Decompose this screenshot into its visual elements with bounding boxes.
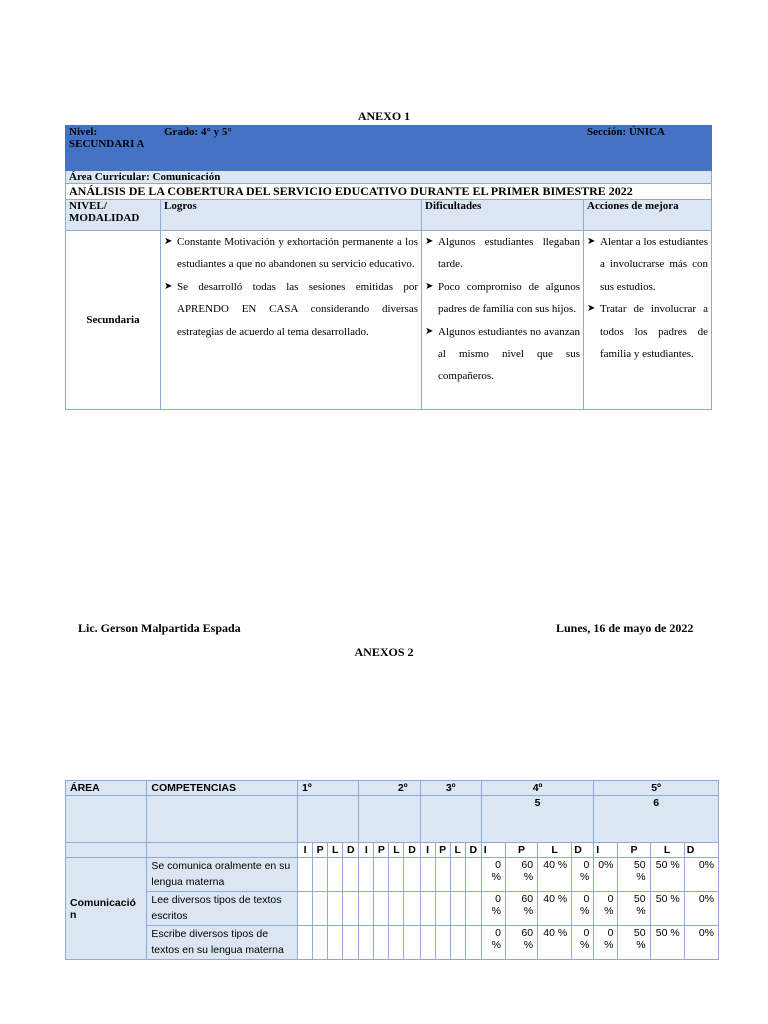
list-item: ➤ Se desarrolló todas las sesiones emitidas por APRENDO EN CASA considerando diversas estrategias de acuerdo al tema desarrollado. (164, 276, 418, 343)
pct-cell: 0 % (572, 858, 594, 892)
ipld-label: P (374, 843, 389, 858)
logros-cell (161, 231, 422, 410)
pct-cell: 50 % (650, 858, 684, 892)
acciones-cell (584, 231, 712, 410)
seccion-text: Sección: ÚNICA (587, 126, 665, 138)
analysis-title-row (66, 184, 712, 200)
pct-cell: 0 % (572, 926, 594, 960)
pct-cell: 0% (594, 858, 618, 892)
ipld-label: P (313, 843, 328, 858)
header-grade-4: 4º (481, 781, 594, 796)
pct-cell: 60 % (505, 926, 537, 960)
col-dificultades: Dificultades (422, 200, 584, 231)
nivel-secundaria: Secundaria (66, 231, 161, 410)
ipld-label: I (481, 843, 505, 858)
ipld-row (66, 843, 719, 858)
analysis-title: ANÁLISIS DE LA COBERTURA DEL SERVICIO EDUCATIVO DURANTE EL PRIMER BIMESTRE 2022 (66, 184, 712, 200)
ipld-label: L (389, 843, 404, 858)
ipld-label: I (594, 843, 618, 858)
count-grade-4: 5 (481, 796, 594, 843)
ipld-label: L (328, 843, 343, 858)
content-row (66, 231, 712, 410)
ipld-label: D (465, 843, 481, 858)
dificultades-list (425, 231, 580, 388)
grades-header-row (66, 781, 719, 796)
pct-cell: 0 % (594, 892, 618, 926)
pct-cell: 0% (684, 892, 718, 926)
empty-cell (298, 796, 359, 843)
list-item: ➤ Poco compromiso de algunos padres de familia con sus hijos. (425, 276, 580, 321)
competencia-label: Lee diversos tipos de textos escritos (147, 892, 298, 926)
coverage-analysis-table (65, 125, 712, 410)
table-row (66, 892, 719, 926)
header-grade-5: 5º (594, 781, 719, 796)
dificultades-cell (422, 231, 584, 410)
ipld-label: D (572, 843, 594, 858)
signature-date: Lunes, 16 de mayo de 2022 (556, 621, 694, 635)
header-row (66, 126, 712, 171)
empty-cell (66, 843, 147, 858)
pct-cell: 0 % (594, 926, 618, 960)
count-grade-5: 6 (594, 796, 719, 843)
pct-cell: 60 % (505, 858, 537, 892)
ipld-label: L (538, 843, 572, 858)
competencia-label: Escribe diversos tipos de textos en su lengua materna (147, 926, 298, 960)
ipld-label: D (343, 843, 359, 858)
nivel-cell (66, 126, 161, 171)
nivel-label: Nivel: (69, 126, 98, 138)
grado-text: Grado: 4° y 5° (164, 126, 232, 138)
pct-cell: 50 % (650, 926, 684, 960)
list-item: ➤ Tratar de involucrar a todos los padres de familia y estudiantes. (587, 298, 708, 365)
ipld-label: P (435, 843, 450, 858)
annex2-title: ANEXOS 2 (354, 645, 414, 659)
pct-cell: 0 % (481, 858, 505, 892)
empty-cell (66, 796, 147, 843)
pct-cell: 50 % (618, 892, 650, 926)
empty-cell (147, 796, 298, 843)
signature-name: Lic. Gerson Malpartida Espada (78, 621, 241, 635)
pct-cell: 0 % (481, 892, 505, 926)
header-area: ÁREA (66, 781, 147, 796)
pct-cell: 0 % (572, 892, 594, 926)
header-grade-3: 3º (420, 781, 481, 796)
ipld-label: P (505, 843, 537, 858)
ipld-label: I (298, 843, 313, 858)
seccion-cell (584, 126, 712, 171)
pct-cell: 40 % (538, 858, 572, 892)
list-item: ➤ Algunos estudiantes no avanzan al mismo nivel que sus compañeros. (425, 321, 580, 388)
area-curricular: Área Curricular: Comunicación (66, 171, 712, 184)
empty-cell (420, 796, 481, 843)
grado-cell (161, 126, 584, 171)
empty-cell (359, 796, 420, 843)
col-nivel: NIVEL/ MODALIDAD (66, 200, 161, 231)
pct-cell: 0 % (481, 926, 505, 960)
col-acciones: Acciones de mejora (584, 200, 712, 231)
pct-cell: 40 % (538, 892, 572, 926)
list-item: ➤ Constante Motivación y exhortación permanente a los estudiantes a que no abandonen su servicio educativo. (164, 231, 418, 276)
area-comunicacion: Comunicació n (66, 858, 147, 960)
ipld-label: D (404, 843, 420, 858)
area-curricular-row (66, 171, 712, 184)
col-logros: Logros (161, 200, 422, 231)
column-header-row (66, 200, 712, 231)
pct-cell: 50 % (650, 892, 684, 926)
pct-cell: 0% (684, 858, 718, 892)
competencies-table (65, 780, 719, 960)
ipld-label: I (420, 843, 435, 858)
header-competencias: COMPETENCIAS (147, 781, 298, 796)
logros-list (164, 231, 418, 343)
nivel-value: SECUNDARI A (69, 138, 145, 150)
table-row (66, 858, 719, 892)
pct-cell: 50 % (618, 926, 650, 960)
competencia-label: Se comunica oralmente en su lengua materna (147, 858, 298, 892)
list-item: ➤ Alentar a los estudiantes a involucrarse más con sus estudios. (587, 231, 708, 298)
ipld-label: D (684, 843, 718, 858)
empty-cell (147, 843, 298, 858)
pct-cell: 40 % (538, 926, 572, 960)
acciones-list (587, 231, 708, 365)
list-item: ➤ Algunos estudiantes llegaban tarde. (425, 231, 580, 276)
ipld-label: L (450, 843, 465, 858)
pct-cell: 60 % (505, 892, 537, 926)
annex1-title: ANEXO 1 (357, 109, 411, 123)
ipld-label: I (359, 843, 374, 858)
ipld-label: L (650, 843, 684, 858)
counts-row (66, 796, 719, 843)
pct-cell: 50 % (618, 858, 650, 892)
header-grade-1: 1º (298, 781, 359, 796)
pct-cell: 0% (684, 926, 718, 960)
header-grade-2: 2º (359, 781, 420, 796)
ipld-label: P (618, 843, 650, 858)
table-row (66, 926, 719, 960)
